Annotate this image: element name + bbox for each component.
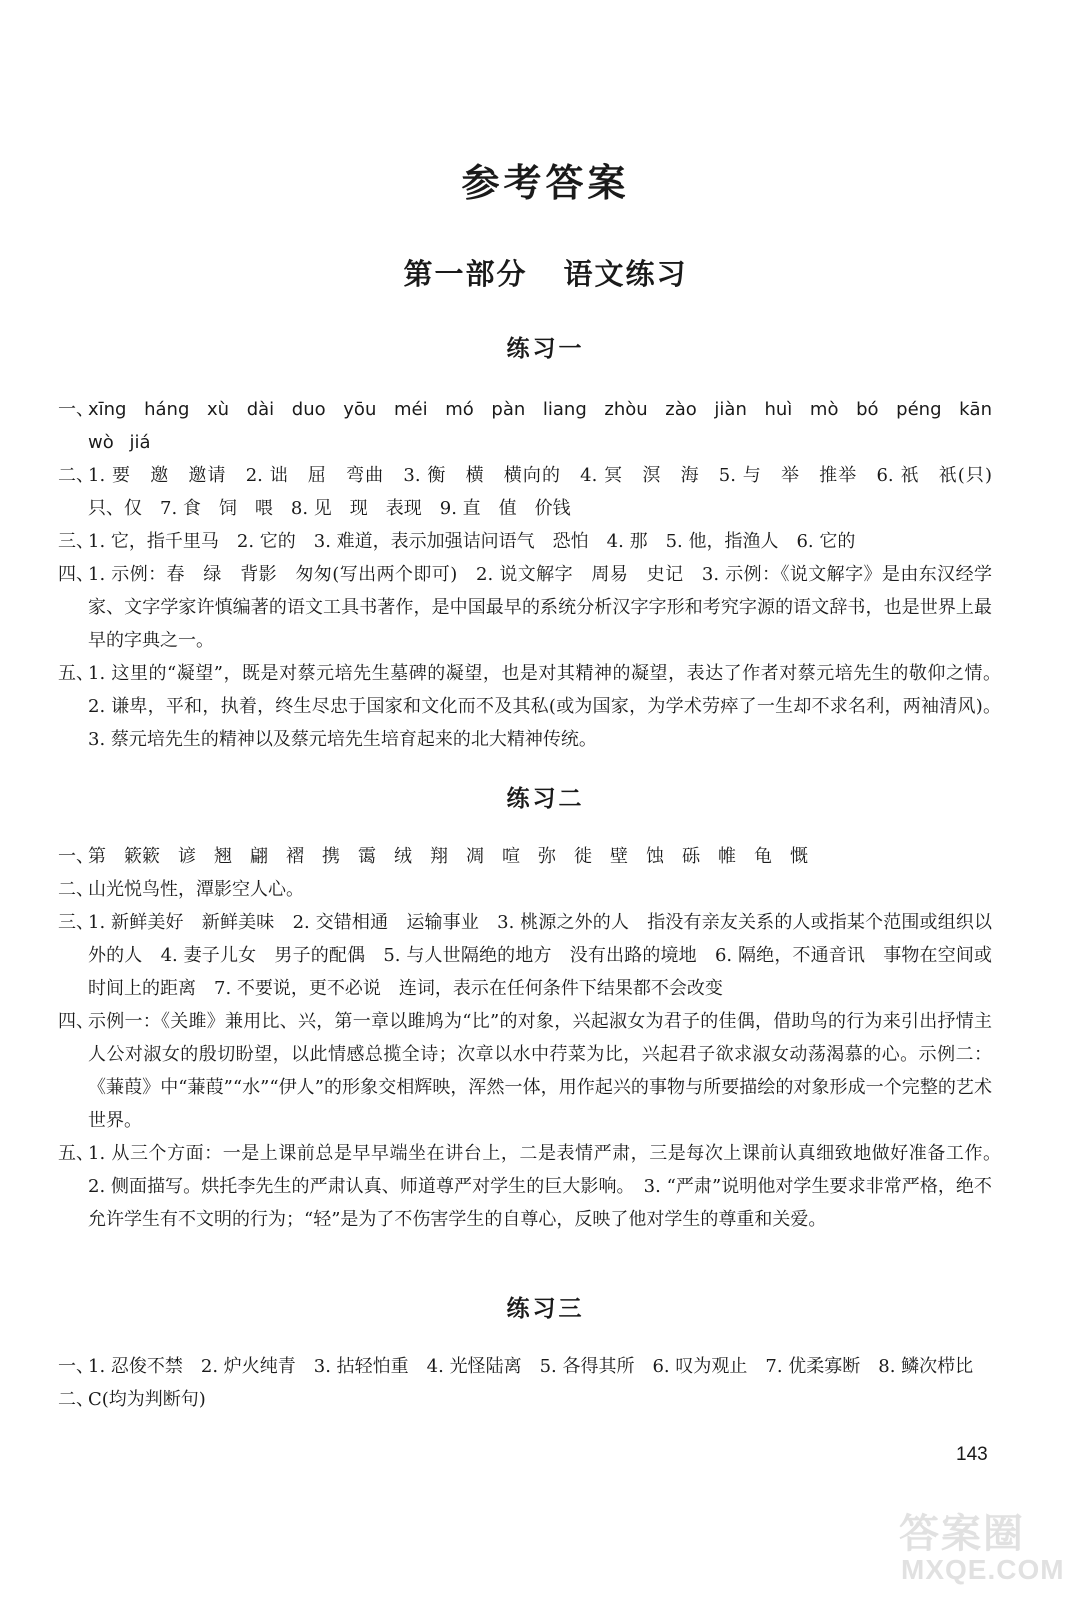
watermark [893, 1502, 1083, 1592]
item-text: xīng háng xù dài duo yōu méi mó pàn liang zhòu zào jiàn huì mò bó péng kān wò jiá [88, 399, 992, 453]
item-marker: 二、 [58, 879, 94, 900]
item-text: 1. 示例：春 绿 背影 匆匆(写出两个即可) 2. 说文解字 周易 史记 3. 示例：《说文解字》是由东汉经学家、文字学家许慎编著的语文工具书著作，是中国最早的系统分析汉字字形和考究字源的语文辞书，也是世界上最早的字典之一。 [88, 564, 992, 651]
part-name: 语文练习 [563, 257, 688, 291]
item-marker: 二、 [58, 1389, 94, 1410]
list-item [58, 1005, 992, 1137]
item-marker: 四、 [58, 1011, 94, 1032]
section-title-3: 练习三 [506, 1295, 585, 1322]
page-title: 参考答案 [461, 160, 630, 205]
watermark-logo-text: 答案圈 [899, 1510, 1025, 1557]
item-text: 1. 忍俊不禁 2. 炉火纯青 3. 拈轻怕重 4. 光怪陆离 5. 各得其所 6. 叹为观止 7. 优柔寡断 8. 鳞次栉比 [88, 1356, 974, 1377]
list-item [58, 1137, 1010, 1236]
list-item [58, 906, 992, 1005]
part-label: 第一部分 [403, 257, 528, 291]
watermark-url: MXQE.COM [901, 1554, 1065, 1585]
item-marker: 二、 [58, 465, 94, 486]
section-2-body [58, 840, 1010, 1236]
item-text: 1. 从三个方面：一是上课前总是早早端坐在讲台上，二是表情严肃，三是每次上课前认真细致地做好准备工作。 2. 侧面描写。烘托李先生的严肃认真、师道尊严对学生的巨大影响。 3. “严肃”说明他对学生要求非常严格，绝不允许学生有不文明的行为；“轻”是为了不伤害学生的自尊心，反映了他对学生的尊重和关爱。 [88, 1143, 1010, 1230]
item-text: 1. 新鲜美好 新鲜美味 2. 交错相通 运输事业 3. 桃源之外的人 指没有亲友关系的人或指某个范围或组织以外的人 4. 妻子儿女 男子的配偶 5. 与人世隔绝的地方 没有出路的境地 6. 隔绝，不通音讯 事物在空间或时间上的距离 7. 不要说，更不必说 连词，表示在任何条件下结果都不会改变 [88, 912, 992, 999]
list-item [58, 525, 992, 558]
item-text: 第 簌簌 谚 翘 翩 褶 携 霭 绒 翔 凋 喧 弥 徙 壁 蚀 砾 帷 龟 慨 [88, 846, 808, 867]
list-item [58, 459, 1010, 525]
item-marker: 三、 [58, 531, 94, 552]
list-item [58, 1383, 992, 1416]
list-item [58, 873, 992, 906]
item-text: 山光悦鸟性，潭影空人心。 [88, 879, 304, 900]
item-marker: 五、 [58, 663, 94, 684]
list-item [58, 393, 992, 459]
item-text: 示例一：《关雎》兼用比、兴，第一章以雎鸠为“比”的对象，兴起淑女为君子的佳偶，借助鸟的行为来引出抒情主人公对淑女的殷切盼望，以此情感总揽全诗；次章以水中荇菜为比，兴起君子欲求淑女动荡渴慕的心。示例二：《蒹葭》中“蒹葭”“水”“伊人”的形象交相辉映，浑然一体，用作起兴的事物与所要描绘的对象形成一个完整的艺术世界。 [88, 1011, 992, 1131]
part-title [0, 252, 1091, 293]
list-item [58, 1350, 992, 1383]
item-marker: 三、 [58, 912, 94, 933]
item-marker: 一、 [58, 1356, 94, 1377]
section-title-2: 练习二 [506, 785, 585, 812]
list-item [58, 558, 992, 657]
item-marker: 五、 [58, 1143, 94, 1164]
list-item [58, 840, 992, 873]
item-text: 1. 这里的“凝望”，既是对蔡元培先生墓碑的凝望，也是对其精神的凝望，表达了作者对蔡元培先生的敬仰之情。 2. 谦卑，平和，执着，终生尽忠于国家和文化而不及其私(或为国家，为学术劳瘁了一生却不求名利，两袖清风)。 3. 蔡元培先生的精神以及蔡元培先生培育起来的北大精神传统。 [88, 663, 1010, 750]
page-number: 143 [956, 1444, 988, 1465]
item-marker: 四、 [58, 564, 94, 585]
item-marker: 一、 [58, 846, 94, 867]
section-3-body [58, 1350, 992, 1416]
item-text: C(均为判断句) [88, 1389, 206, 1410]
list-item [58, 657, 1010, 756]
item-marker: 一、 [58, 399, 94, 420]
section-title-1: 练习一 [506, 335, 585, 362]
item-text: 1. 要 邀 邀请 2. 诎 屈 弯曲 3. 衡 横 横向的 4. 冥 溟 海 5. 与 举 推举 6. 祇 祇(只) 只、仅 7. 食 饲 喂 8. 见 现 表现 9. 直 值 价钱 [88, 465, 1010, 519]
section-1-body [58, 393, 1010, 756]
item-text: 1. 它，指千里马 2. 它的 3. 难道，表示加强诘问语气 恐怕 4. 那 5. 他，指渔人 6. 它的 [88, 531, 856, 552]
